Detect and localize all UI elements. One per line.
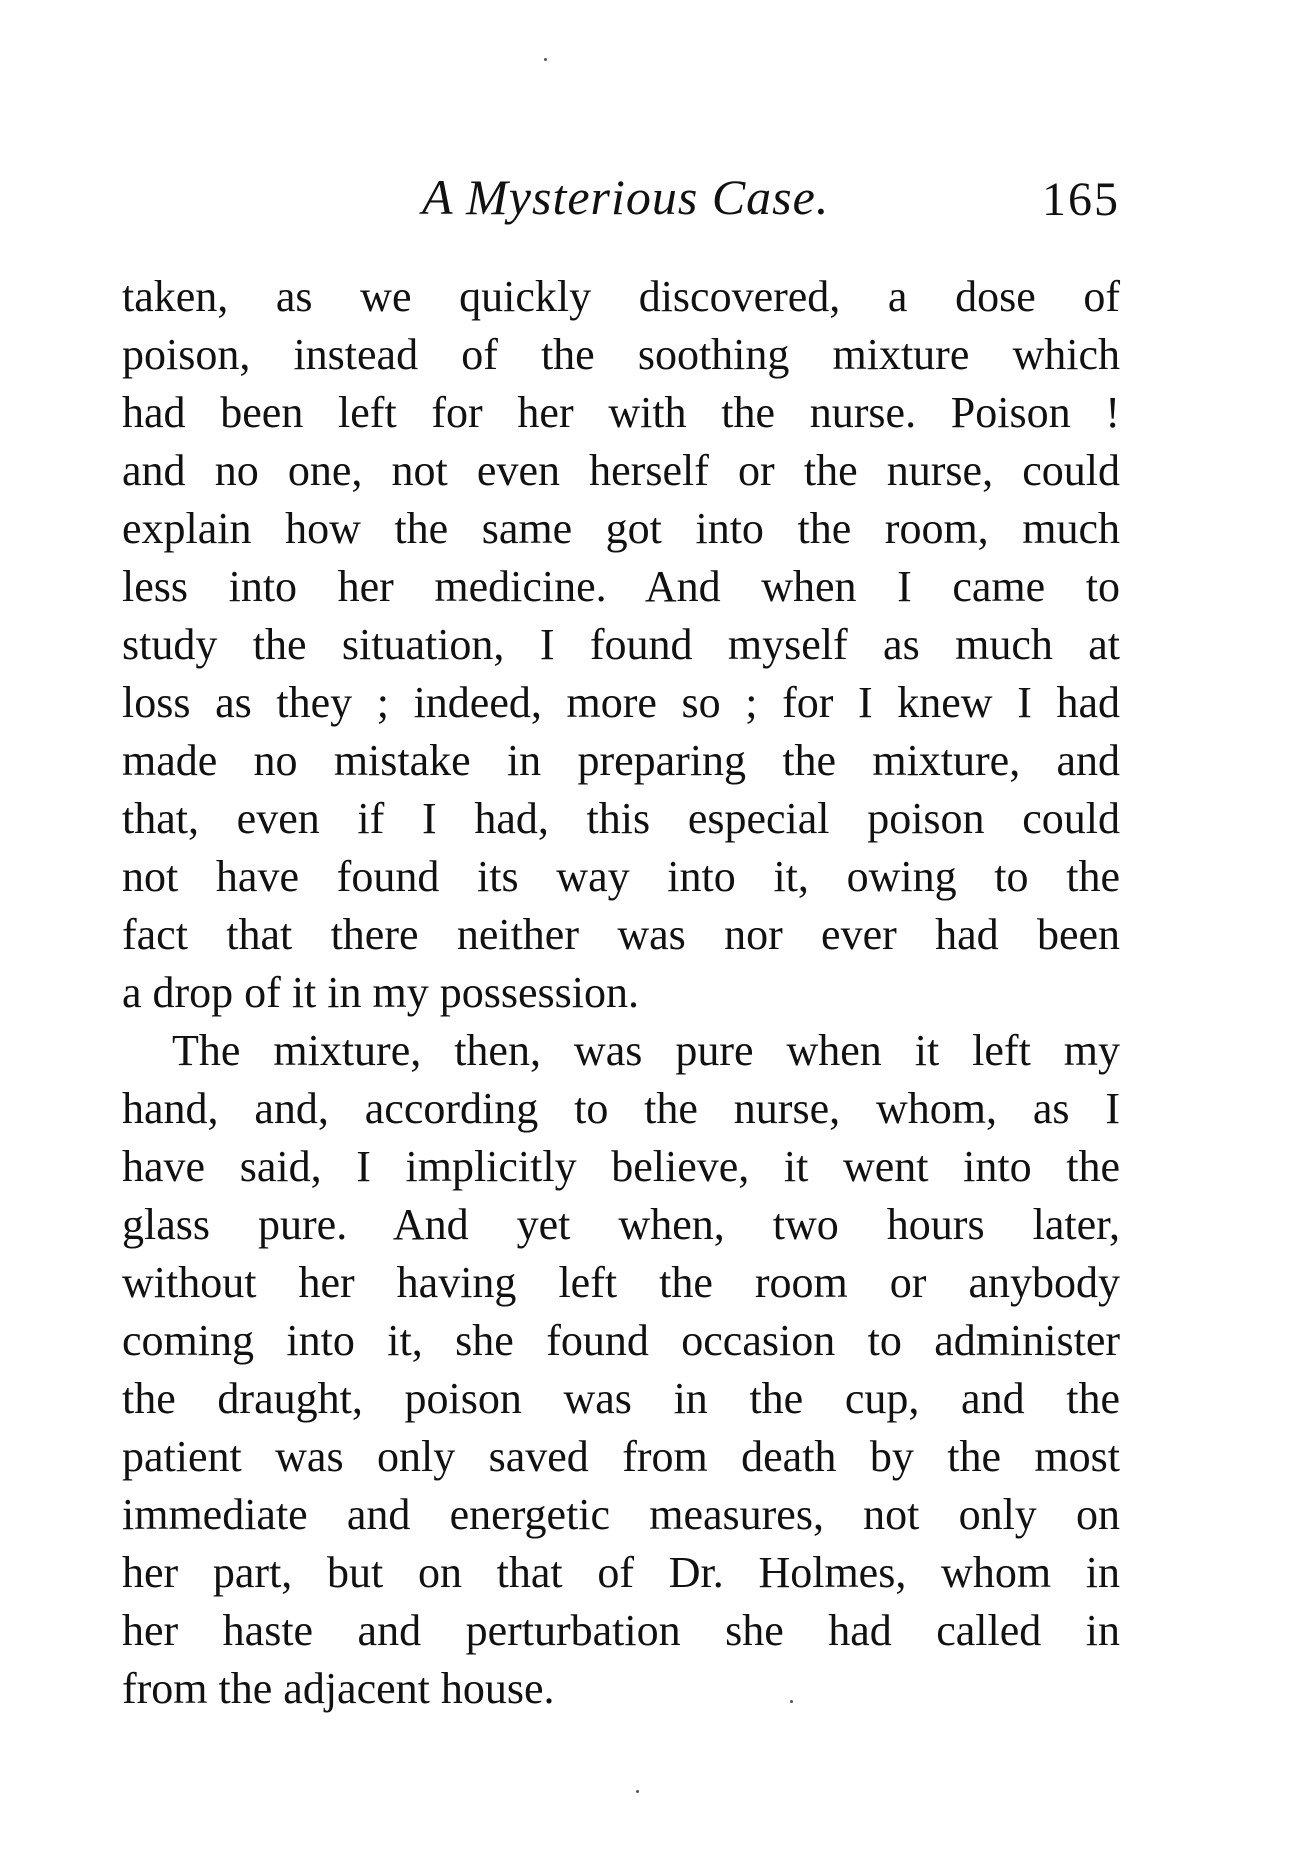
text-line: less into her medicine. And when I came to: [122, 562, 1120, 611]
text-line: a drop of it in my possession.: [122, 968, 639, 1017]
text-line: without her having left the room or anybody: [122, 1258, 1120, 1307]
running-head: [122, 168, 1120, 238]
text-line: her haste and perturbation she had called in: [122, 1606, 1120, 1655]
text-line: from the adjacent house.: [122, 1664, 555, 1713]
text-line: the draught, poison was in the cup, and the: [122, 1374, 1120, 1423]
text-line: and no one, not even herself or the nurse, could: [122, 446, 1120, 495]
text-line: had been left for her with the nurse. Poison !: [122, 388, 1120, 437]
text-line: The mixture, then, was pure when it left my: [172, 1026, 1120, 1075]
text-line: that, even if I had, this especial poison could: [122, 794, 1120, 843]
text-line: immediate and energetic measures, not only on: [122, 1490, 1120, 1539]
text-line: not have found its way into it, owing to the: [122, 852, 1120, 901]
text-line: have said, I implicitly believe, it went into the: [122, 1142, 1120, 1191]
text-line: fact that there neither was nor ever had been: [122, 910, 1120, 959]
text-line: hand, and, according to the nurse, whom, as I: [122, 1084, 1120, 1133]
scan-speck: [636, 1790, 639, 1793]
text-line: her part, but on that of Dr. Holmes, whom in: [122, 1548, 1120, 1597]
scan-speck: [790, 1700, 793, 1703]
text-line: loss as they ; indeed, more so ; for I knew I had: [122, 678, 1120, 727]
running-title: A Mysterious Case.: [422, 169, 830, 225]
text-line: made no mistake in preparing the mixture, and: [122, 736, 1120, 785]
page-number: 165: [1042, 173, 1120, 226]
text-line: coming into it, she found occasion to administer: [122, 1316, 1120, 1365]
body-text: [122, 268, 1120, 1718]
scan-speck: [544, 58, 547, 61]
text-line: taken, as we quickly discovered, a dose of: [122, 272, 1120, 321]
text-line: explain how the same got into the room, much: [122, 504, 1120, 553]
text-line: study the situation, I found myself as much at: [122, 620, 1120, 669]
text-line: patient was only saved from death by the most: [122, 1432, 1120, 1481]
text-line: glass pure. And yet when, two hours later,: [122, 1200, 1120, 1249]
text-line: poison, instead of the soothing mixture which: [122, 330, 1120, 379]
